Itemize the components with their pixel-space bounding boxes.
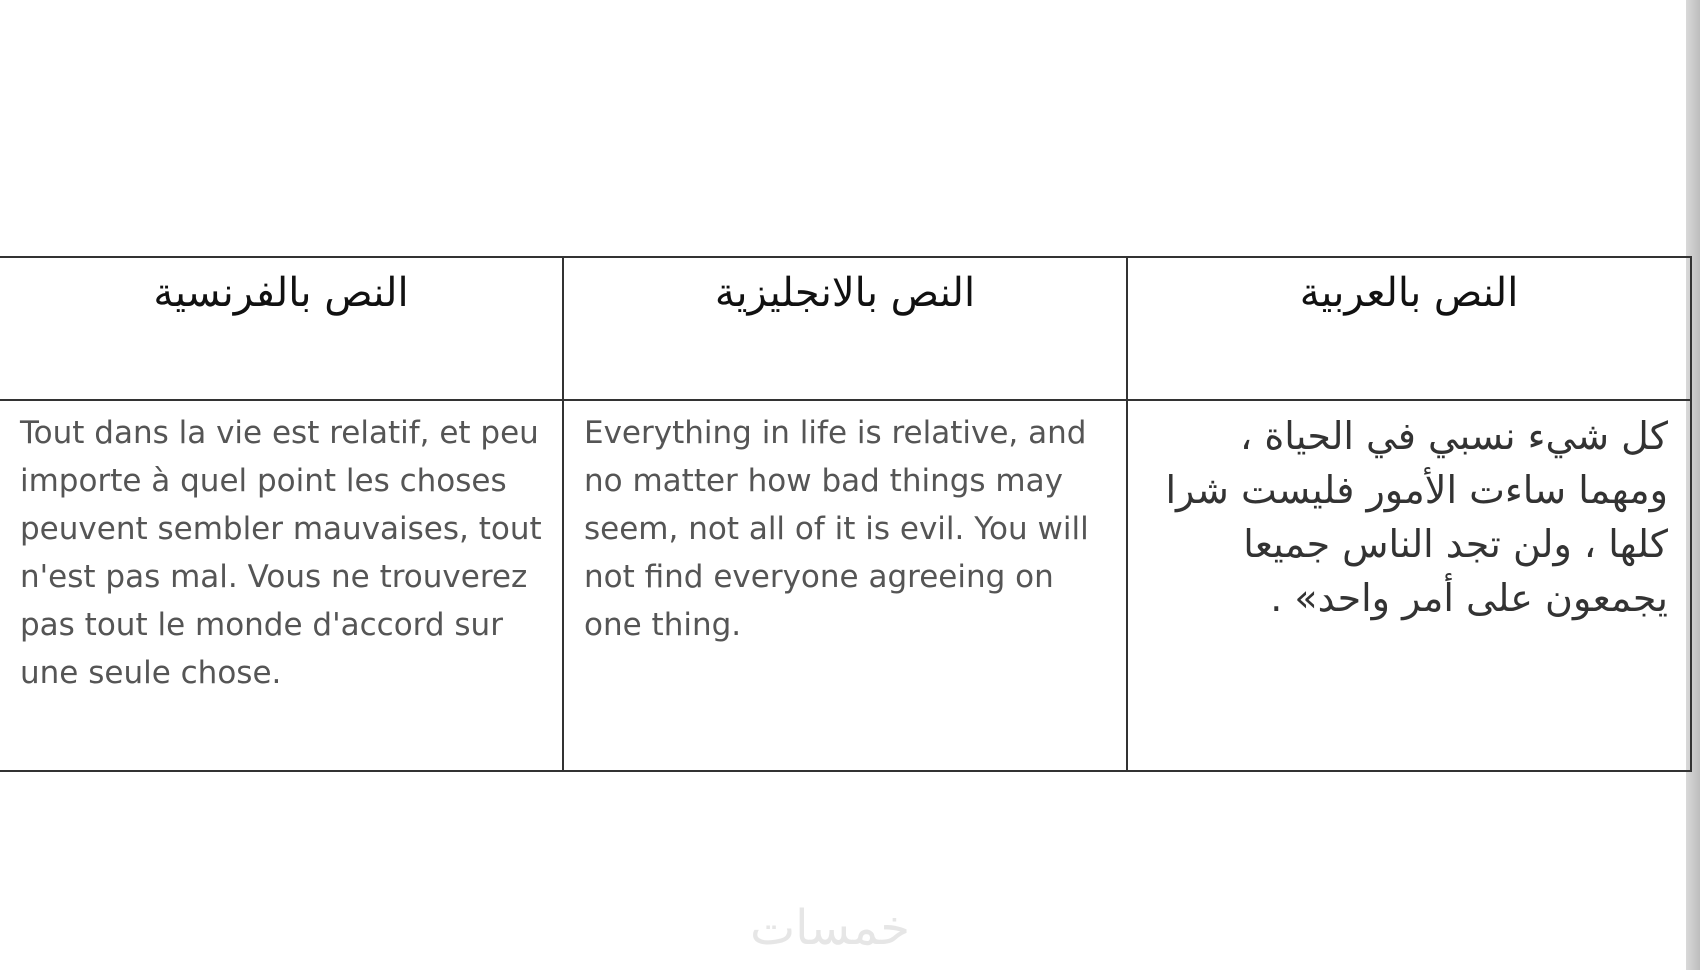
- header-arabic-label: النص بالعربية: [1299, 270, 1519, 316]
- header-cell-arabic: [1127, 257, 1691, 400]
- translation-table: [0, 256, 1692, 772]
- cell-english: [563, 400, 1127, 771]
- arabic-text: كل شيء نسبي في الحياة ، ومهما ساءت الأمور فليست شرا كلها ، ولن تجد الناس جميعا يجمعون على أمر واحد» .: [1165, 414, 1668, 620]
- table-header-row: [0, 257, 1691, 400]
- cell-french: [0, 400, 563, 771]
- header-cell-french: [0, 257, 563, 400]
- header-cell-english: [563, 257, 1127, 400]
- header-english-label: النص بالانجليزية: [714, 270, 976, 316]
- table-body-row: [0, 400, 1691, 771]
- watermark-logo: خمسات: [749, 900, 911, 956]
- header-french-label: النص بالفرنسية: [153, 270, 409, 316]
- french-text: Tout dans la vie est relatif, et peu importe à quel point les choses peuvent sembler mauvaises, tout n'est pas mal. Vous ne trouverez pas tout le monde d'accord sur une seule chose.: [20, 415, 542, 691]
- english-text: Everything in life is relative, and no matter how bad things may seem, not all of it is evil. You will not find everyone agreeing on one thing.: [584, 415, 1089, 643]
- cell-arabic: [1127, 400, 1691, 771]
